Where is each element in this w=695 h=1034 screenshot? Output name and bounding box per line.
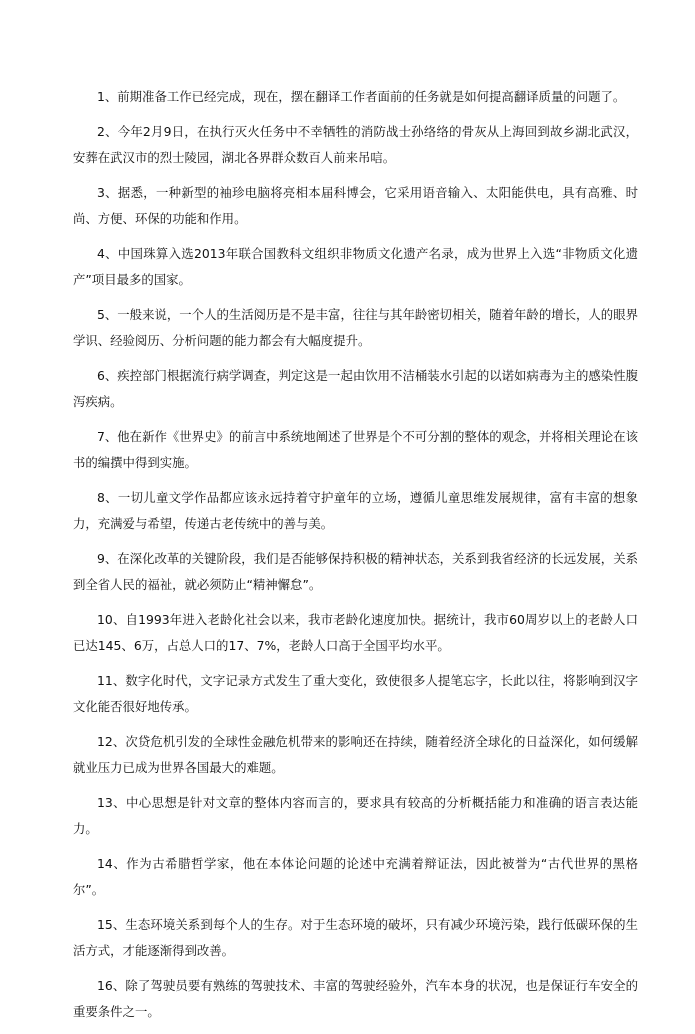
list-item: 12、次贷危机引发的全球性金融危机带来的影响还在持续，随着经济全球化的日益深化，如何缓解就业压力已成为世界各国最大的难题。 [73, 734, 638, 775]
list-item: 2、今年2月9日，在执行灭火任务中不幸牺牲的消防战士孙络络的骨灰从上海回到故乡湖北武汉，安葬在武汉市的烈士陵园，湖北各界群众数百人前来吊唁。 [73, 124, 638, 165]
list-item: 15、生态环境关系到每个人的生存。对于生态环境的破坏，只有减少环境污染，践行低碳环保的生活方式，才能逐渐得到改善。 [73, 917, 638, 958]
list-item: 3、据悉，一种新型的袖珍电脑将亮相本届科博会，它采用语音输入、太阳能供电，具有高雅、时尚、方便、环保的功能和作用。 [73, 185, 638, 226]
list-item: 9、在深化改革的关键阶段，我们是否能够保持积极的精神状态，关系到我省经济的长远发展，关系到全省人民的福祉，就必须防止“精神懈怠”。 [73, 551, 638, 592]
list-item: 5、一般来说，一个人的生活阅历是不是丰富，往往与其年龄密切相关，随着年龄的增长，人的眼界学识、经验阅历、分析问题的能力都会有大幅度提升。 [73, 307, 638, 348]
list-item: 10、自1993年进入老龄化社会以来，我市老龄化速度加快。据统计，我市60周岁以上的老龄人口已达145、6万，占总人口的17、7%，老龄人口高于全国平均水平。 [73, 612, 638, 653]
list-item: 4、中国珠算入选2013年联合国教科文组织非物质文化遗产名录，成为世界上入选“非物质文化遗产”项目最多的国家。 [73, 246, 638, 287]
list-item: 11、数字化时代，文字记录方式发生了重大变化，致使很多人提笔忘字，长此以往，将影响到汉字文化能否很好地传承。 [73, 673, 638, 714]
list-item: 6、疾控部门根据流行病学调查，判定这是一起由饮用不洁桶装水引起的以诺如病毒为主的感染性腹泻疾病。 [73, 368, 638, 409]
list-item: 1、前期准备工作已经完成，现在，摆在翻译工作者面前的任务就是如何提高翻译质量的问题了。 [97, 89, 626, 104]
list-item: 16、除了驾驶员要有熟练的驾驶技术、丰富的驾驶经验外，汽车本身的状况，也是保证行车安全的重要条件之一。 [73, 978, 638, 1019]
list-item: 8、一切儿童文学作品都应该永远持着守护童年的立场，遵循儿童思维发展规律，富有丰富的想象力，充满爱与希望，传递古老传统中的善与美。 [73, 490, 638, 531]
list-item: 13、中心思想是针对文章的整体内容而言的，要求具有较高的分析概括能力和准确的语言表达能力。 [73, 795, 638, 836]
list-item: 7、他在新作《世界史》的前言中系统地阐述了世界是个不可分割的整体的观念，并将相关理论在该书的编撰中得到实施。 [73, 429, 638, 470]
sentence-list [73, 84, 638, 1034]
list-item: 14、作为古希腊哲学家，他在本体论问题的论述中充满着辩证法，因此被誉为“古代世界的黑格尔”。 [73, 856, 638, 897]
